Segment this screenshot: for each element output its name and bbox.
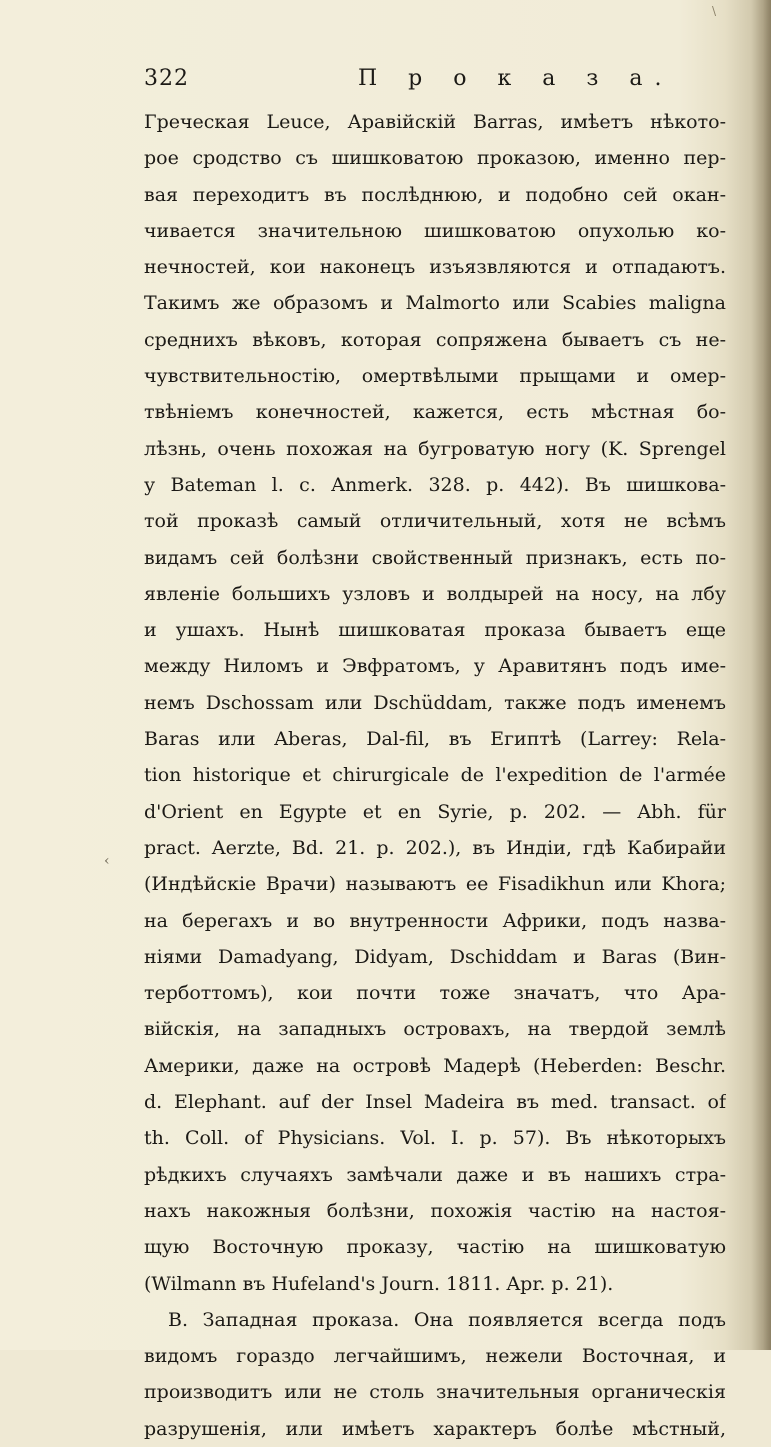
- text-line: среднихъ вѣковъ, которая сопряжена бываетъ съ не-: [144, 328, 726, 351]
- text-line: производитъ или не столь значительныя органическія: [144, 1381, 726, 1404]
- page-header: [144, 66, 726, 100]
- text-line: вая переходитъ въ послѣднюю, и подобно сей окан-: [144, 183, 726, 206]
- text-line: d'Orient en Egypte et en Syrie, p. 202. — Abh. für: [144, 800, 726, 823]
- text-line: твѣніемъ конечностей, кажется, есть мѣстная бо-: [144, 401, 726, 424]
- text-line: Baras или Aberas, Dal-fil, въ Египтѣ (Larrey: Rela-: [144, 728, 726, 751]
- text-line: между Ниломъ и Эвфратомъ, у Аравитянъ подъ име-: [144, 655, 726, 678]
- text-line: d. Elephant. auf der Insel Madeira въ med. transact. of: [144, 1091, 726, 1114]
- text-line: Такимъ же образомъ и Malmorto или Scabies maligna: [144, 292, 726, 315]
- text-line: чивается значительною шишковатою опухолью ко-: [144, 219, 726, 242]
- margin-pencil-mark: ‹: [104, 853, 110, 869]
- text-line: щую Восточную проказу, частію на шишковатую: [144, 1236, 726, 1259]
- text-line: видамъ сей болѣзни свойственный признакъ, есть по-: [144, 546, 726, 569]
- text-line: Греческая Leuce, Аравійскій Barras, имѣетъ нѣкото-: [144, 111, 726, 133]
- text-line: tion historique et chirurgicale de l'expedition de l'armée: [144, 764, 726, 787]
- text-line: той проказѣ самый отличительный, хотя не всѣмъ: [144, 510, 726, 533]
- running-head: П р о к а з а.: [358, 66, 674, 91]
- text-line: (Wilmann въ Hufeland's Journ. 1811. Apr. p. 21).: [144, 1272, 614, 1295]
- text-line: видомъ гораздо легчайшимъ, нежели Восточная, и: [144, 1345, 726, 1368]
- text-line: немъ Dschossam или Dschüddam, также подъ именемъ: [144, 691, 726, 714]
- text-line: явленіе большихъ узловъ и волдырей на носу, на лбу: [144, 582, 726, 605]
- text-line: нахъ накожныя болѣзни, похожія частію на настоя-: [144, 1199, 726, 1222]
- text-line: th. Coll. of Physicians. Vol. I. p. 57). Въ нѣкоторыхъ: [144, 1127, 726, 1150]
- text-line: pract. Aerzte, Bd. 21. p. 202.), въ Индіи, гдѣ Кабирайи: [144, 836, 726, 859]
- text-line: разрушенія, или имѣетъ характеръ болѣе мѣстный,: [144, 1417, 726, 1440]
- text-line: и ушахъ. Нынѣ шишковатая проказа бываетъ еще: [144, 619, 726, 642]
- text-line: рое сродство съ шишковатою проказою, именно пер-: [144, 147, 726, 170]
- section-heading-line: B. Западная проказа. Она появляется всегда подъ: [168, 1308, 726, 1331]
- body-text: [144, 104, 726, 1447]
- scan-mark: \: [712, 4, 717, 18]
- text-line: лѣзнь, очень похожая на бугроватую ногу (K. Sprengel: [144, 437, 726, 460]
- text-line: ніями Damadyang, Didyam, Dschiddam и Baras (Вин-: [144, 945, 726, 968]
- text-line: війскія, на западныхъ островахъ, на твердой землѣ: [144, 1018, 726, 1041]
- text-line: Америки, даже на островѣ Мадерѣ (Heberden: Beschr.: [144, 1054, 726, 1077]
- text-line: терботтомъ), кои почти тоже значатъ, что Ара-: [144, 982, 726, 1005]
- text-line: на берегахъ и во внутренности Африки, подъ назва-: [144, 909, 726, 932]
- text-line: нечностей, кои наконецъ изъязвляются и отпадаютъ.: [144, 256, 726, 279]
- text-line: у Bateman l. c. Anmerk. 328. p. 442). Въ шишкова-: [144, 473, 726, 496]
- text-line: рѣдкихъ случаяхъ замѣчали даже и въ нашихъ стра-: [144, 1163, 726, 1186]
- text-line: (Индѣйскіе Врачи) называютъ ее Fisadikhun или Khora;: [144, 873, 726, 896]
- page-number: 322: [144, 66, 189, 91]
- binding-shadow: [751, 0, 771, 1350]
- text-line: чувствительностію, омертвѣлыми прыщами и омер-: [144, 365, 726, 388]
